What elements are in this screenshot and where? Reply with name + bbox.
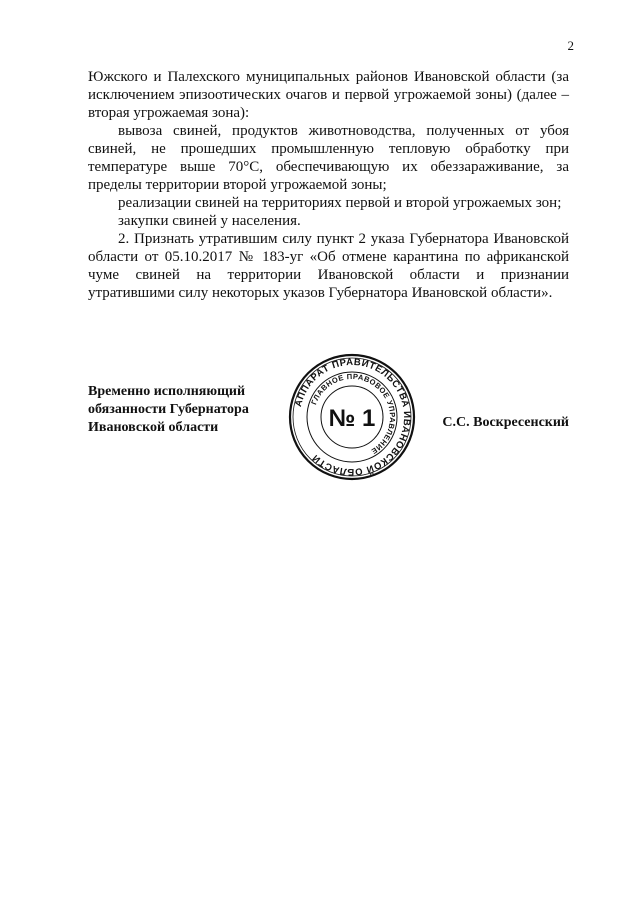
signatory-title-line: Временно исполняющий: [88, 384, 246, 399]
paragraph-sale-ban: реализации свиней на территориях первой и второй угрожаемых зон;: [118, 195, 562, 211]
signatory-title: [88, 383, 249, 437]
seal-center-number: № 1: [328, 405, 376, 432]
signatory-title-line: Ивановской области: [88, 420, 219, 435]
seal-inner-text: ГЛАВНОЕ ПРАВОВОЕ УПРАВЛЕНИЕ: [309, 371, 398, 457]
signature-block: [88, 356, 569, 493]
paragraph-export-ban: вывоза свиней, продуктов животноводства, полученных от убоя свиней, не прошедших промышленную тепловую обработку при температуре выше 70°С, обеспечивающую их обеззараживание, за пределы территории второй угрожаемой зоны;: [88, 123, 569, 193]
signatory-name: С.С. Воскресенский: [442, 415, 569, 430]
official-seal: [288, 353, 416, 481]
seal-outer-text: АППАРАТ ПРАВИТЕЛЬСТВА ИВАНОВСКОЙ ОБЛАСТИ: [293, 356, 413, 478]
page-number: 2: [567, 38, 574, 53]
signatory-title-line: обязанности Губернатора: [88, 402, 249, 417]
paragraph-purchase-ban: закупки свиней у населения.: [118, 213, 301, 229]
paragraph-repeal: 2. Признать утратившим силу пункт 2 указа Губернатора Ивановской области от 05.10.2017 № 183-уг «Об отмене карантина по африканской чуме свиней на территории Ивановской области и признании утратившими силу некоторых указов Губернатора Ивановской области».: [88, 231, 569, 301]
document-body: [88, 68, 569, 302]
paragraph-zone-definition: Южского и Палехского муниципальных районов Ивановской области (за исключением эпизоотических очагов и первой угрожаемой зоны) (далее – вторая угрожаемая зона):: [88, 69, 569, 121]
